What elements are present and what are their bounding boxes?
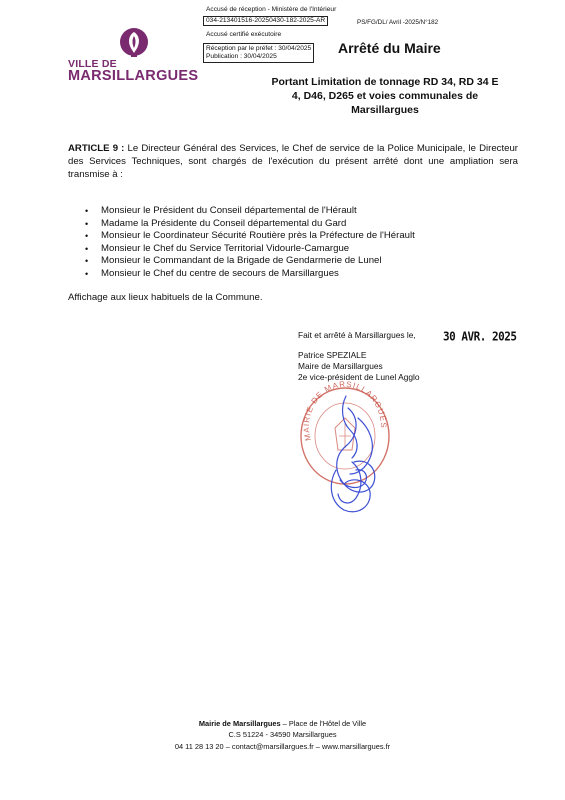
signatory-role: Maire de Marsillargues — [298, 361, 383, 371]
list-item: • Madame la Présidente du Conseil départemental du Gard — [85, 218, 415, 231]
footer-address-line — [0, 719, 565, 728]
list-item: • Monsieur le Chef du Service Territorial Vidourle-Camargue — [85, 243, 415, 256]
signatory-name: Patrice SPEZIALE — [298, 350, 367, 360]
footer-contact: 04 11 28 13 20 – contact@marsillargues.fr – www.marsillargues.fr — [174, 742, 391, 751]
document-title: Arrêté du Maire — [338, 40, 441, 56]
footer-address: – Place de l'Hôtel de Ville — [280, 719, 367, 728]
article-9 — [68, 142, 518, 181]
footer-org: Mairie de Marsillargues — [198, 719, 281, 728]
article-label: ARTICLE 9 : — [68, 143, 125, 154]
document-subtitle: Portant Limitation de tonnage RD 34, RD 34 E 4, D46, D265 et voies communales de Marsillargues — [271, 76, 499, 116]
seal-text: MAIRIE DE MARSILLARGUES — [301, 379, 389, 442]
logo-city-name: MARSILLARGUES — [68, 68, 199, 84]
handwritten-signature — [300, 388, 410, 518]
reception-prefet-date: Réception par le préfet : 30/04/2025 — [206, 45, 312, 52]
fait-arrete-line: Fait et arrêté à Marsillargues le, — [298, 330, 416, 340]
act-identifier: 034-213401516-20250430-182-2025-AR — [203, 16, 328, 26]
list-item: • Monsieur le Président du Conseil départemental de l'Hérault — [85, 205, 415, 218]
date-stamp: 30 AVR. 2025 — [443, 329, 517, 344]
document-reference: PS/FG/DL/ Avril -2025/N°182 — [357, 19, 439, 26]
article-text: Le Directeur Général des Services, le Chef de service de la Police Municipale, le Directeur des Services Techniques, sont chargés de l'exécution du présent arrêté dont une ampliation sera transmise à : — [68, 143, 518, 180]
signatory-vice-president: 2e vice-président de Lunel Agglo — [298, 372, 420, 382]
reception-dates-box — [203, 43, 314, 63]
list-item: • Monsieur le Commandant de la Brigade de Gendarmerie de Lunel — [85, 255, 415, 268]
list-item: • Monsieur le Coordinateur Sécurité Routière près la Préfecture de l'Hérault — [85, 230, 415, 243]
recipients-list — [85, 205, 415, 280]
logo-ville-de: VILLE DE — [68, 58, 117, 70]
accuse-reception-label: Accusé de réception - Ministère de l'Intérieur — [206, 6, 337, 13]
city-logo-emblem — [114, 26, 154, 60]
list-item: • Monsieur le Chef du centre de secours de Marsillargues — [85, 268, 415, 281]
accuse-certifie-label: Accusé certifié exécutoire — [206, 31, 282, 38]
publication-date: Publication : 30/04/2025 — [206, 53, 277, 60]
affichage-note: Affichage aux lieux habituels de la Commune. — [68, 292, 263, 303]
footer-postal: C.S 51224 - 34590 Marsillargues — [228, 730, 337, 739]
